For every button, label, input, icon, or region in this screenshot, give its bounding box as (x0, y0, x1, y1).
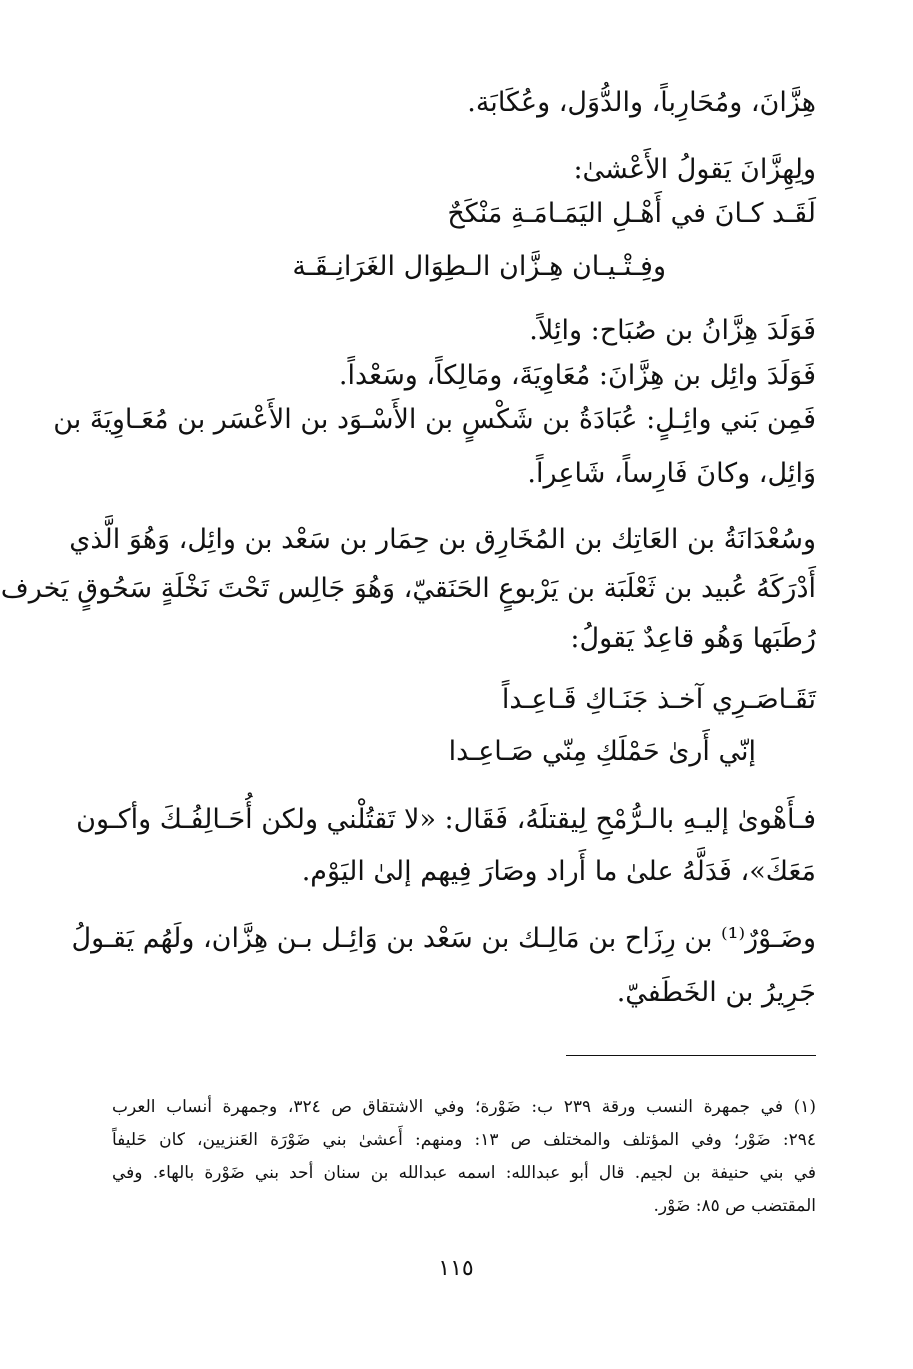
paragraph-line: ولِهِزَّانَ يَقولُ الأَعْشىٰ: (573, 154, 816, 185)
footnote-line: المقتضب ص ٨٥: ضَوْر. (653, 1196, 816, 1216)
footnote-separator (566, 1055, 816, 1056)
paragraph-line: هِزَّانَ، ومُحَارِباً، والدُّوَل، وعُكَابَة. (467, 87, 816, 118)
footnote-line: (١) في جمهرة النسب ورقة ٢٣٩ ب: ضَوْرة؛ وفي الاشتقاق ص ٣٢٤، وجمهرة أنساب العرب (112, 1097, 816, 1117)
paragraph-line: مَعَكَ»، فَدَلَّهُ علىٰ ما أَراد وصَارَ فِيهم إلىٰ اليَوْم. (301, 856, 816, 887)
paragraph-line: وضَـوْرٌ⁽¹⁾ بن رِزَاح بن مَالِـك بن سَعْد بن وَائِـل بـن هِزَّان، ولَهُم يَقـولُ (71, 923, 816, 954)
paragraph-line: فَوَلَدَ هِزَّانُ بن صُبَاح: وائِلاً. (529, 315, 816, 346)
footnote-line: في بني حنيفة بن لجيم. قال أبو عبدالله: اسمه عبدالله بن سنان أحد بني ضَوْرة بالهاء. وفي (112, 1163, 816, 1183)
paragraph-line: وَائِل، وكانَ فَارِساً، شَاعِراً. (527, 458, 816, 489)
footnote-line: ٢٩٤: ضَوْر؛ وفي المؤتلف والمختلف ص ١٣: ومنهم: أَعشىٰ بني ضَوْرَة العَنزيين، كان حَليفاً (112, 1130, 817, 1150)
paragraph-line: فَمِن بَني وائِـلٍ: عُبَادَةُ بن شَكْسٍ بن الأَسْـوَد بن الأَعْسَر بن مُعَـاوِيَةَ بن (53, 404, 816, 435)
verse-hemistich-1: لَقَـد كـانَ في أَهْـلِ اليَمَـامَـةِ مَنْكَحٌ (447, 198, 816, 229)
paragraph-line: وسُعْدَانَةُ بن العَاتِك بن المُخَارِق بن حِمَار بن سَعْد بن وائِل، وَهُوَ الَّذي (69, 524, 816, 555)
verse-hemistich-2: إنّي أَرىٰ حَمْلَكِ مِنّي صَـاعِـدا (448, 736, 756, 767)
paragraph-line: فَوَلَدَ وائِل بن هِزَّانَ: مُعَاوِيَةَ، ومَالِكاً، وسَعْداً. (338, 360, 816, 391)
paragraph-line: فـأَهْوىٰ إليـهِ بالـرُّمْحِ لِيقتلَهُ، فَقَال: «لا تَقتُلْني ولكن أُحَـالِفُـكَ وأكـون (76, 804, 816, 835)
verse-hemistich-2: وفِـتْـيـان هِـزَّان الـطِوَال الغَرَانِـقَـة (292, 251, 666, 282)
paragraph-line: جَرِيرُ بن الخَطَفيّ. (616, 977, 816, 1008)
verse-hemistich-1: تَقَـاصَـرِي آخـذ جَنَـاكِ قَـاعِـداً (501, 684, 816, 715)
page-number: ١١٥ (438, 1256, 474, 1281)
paragraph-line: رُطَبَها وَهُو قاعِدٌ يَقولُ: (570, 623, 816, 654)
paragraph-line: أَدْرَكَهُ عُبيد بن ثَعْلَبَة بن يَرْبوعٍ الحَنَقيّ، وَهُوَ جَالِس تَحْتَ نَخْلَةٍ سَحُوقٍ يَخرف (0, 573, 816, 604)
